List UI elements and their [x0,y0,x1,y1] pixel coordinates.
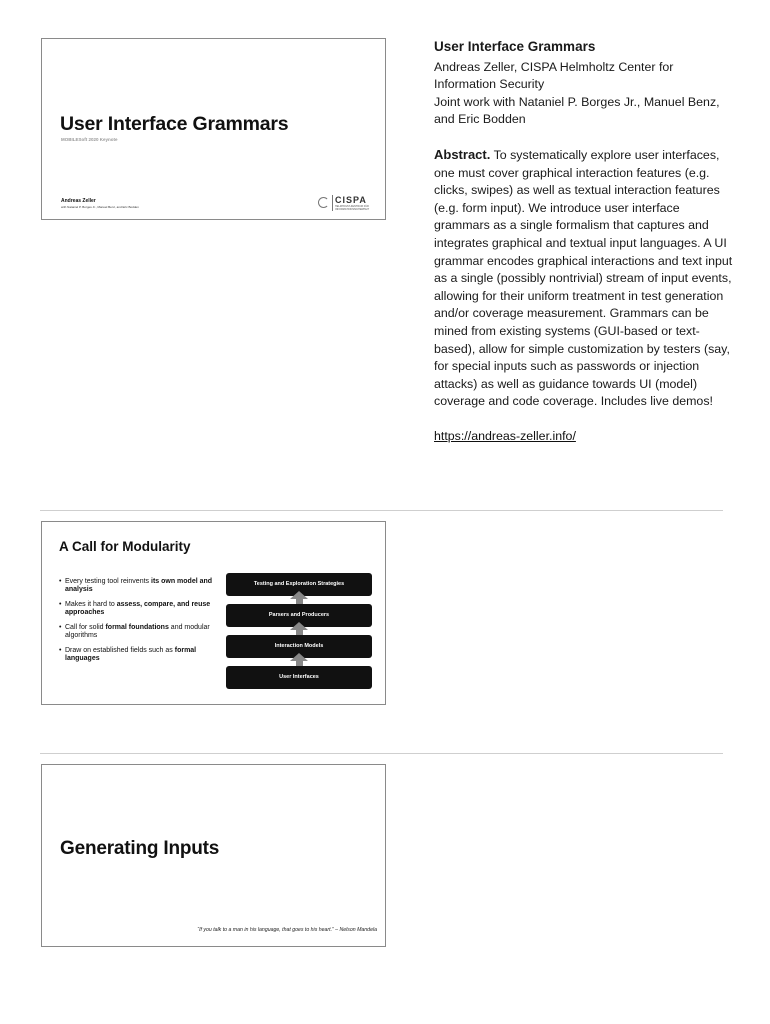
slide-title-card [41,38,386,220]
logo-ring-icon [318,197,329,208]
slide-title: User Interface Grammars [60,113,289,135]
logo-name: CISPA [335,195,367,205]
bullet-list [59,578,219,670]
slide-author: Andreas Zeller [61,198,96,204]
abstract-authors: Andreas Zeller, CISPA Helmholtz Center for Information Security [434,59,674,92]
slide-quote: “If you talk to a man in his language, that goes to his heart.” – Nelson Mandela [197,927,377,933]
logo-tagline: HELMHOLTZ-ZENTRUM FÜR INFORMATIONSSICHERHEIT [335,205,370,211]
bullet-item: • Call for solid formal foundations and modular algorithms [59,624,219,640]
abstract-text: To systematically explore user interfaces, one must cover graphical interaction features (e.g. clicks, swipes) as well as textual interaction features (e.g. form input). We introduce user interface grammars as a single formalism that captures and integrates graphical and textual input languages. A UI grammar encodes graphical interactions and text input as a single (possibly nontrivial) stream of input events, allowing for their uniform treatment in test generation and/or coverage measurement. Grammars can be mined from existing systems (GUI-based or text-based), allow for simple customization by testers (say, for special inputs such as passwords or injection attacks) as well as guidance towards UI (model) coverage and code coverage. Includes live demos! [434,147,733,409]
abstract-heading: User Interface Grammars [434,39,596,54]
abstract-panel [434,38,734,445]
bullet-item: • Every testing tool reinvents its own model and analysis [59,578,219,594]
layer-box-user-interfaces: User Interfaces [226,666,372,689]
page-divider [40,510,723,511]
layer-box-strategies: Testing and Exploration Strategies [226,573,372,596]
logo-divider [332,195,333,211]
abstract-label: Abstract. [434,146,491,162]
slide-affiliation: with Nataniel P. Borges Jr., Manuel Benz, and Eric Bodden [61,205,139,209]
layer-box-parsers: Parsers and Producers [226,604,372,627]
slide-modularity [41,521,386,705]
cispa-logo [318,195,372,213]
author-homepage-link[interactable]: https://andreas-zeller.info/ [434,428,576,443]
slide-title: Generating Inputs [60,838,220,859]
slide-subtitle: MOBILESoft 2020 Keynote [61,137,118,142]
bullet-item: • Draw on established fields such as formal languages [59,647,219,663]
slide-generating-inputs [41,764,386,947]
abstract-joint-work: Joint work with Nataniel P. Borges Jr., Manuel Benz, and Eric Bodden [434,94,720,127]
layer-box-interaction-models: Interaction Models [226,635,372,658]
slide-title: A Call for Modularity [59,539,191,554]
page-divider [40,753,723,754]
bullet-item: • Makes it hard to assess, compare, and reuse approaches [59,601,219,617]
abstract-body [434,146,734,411]
